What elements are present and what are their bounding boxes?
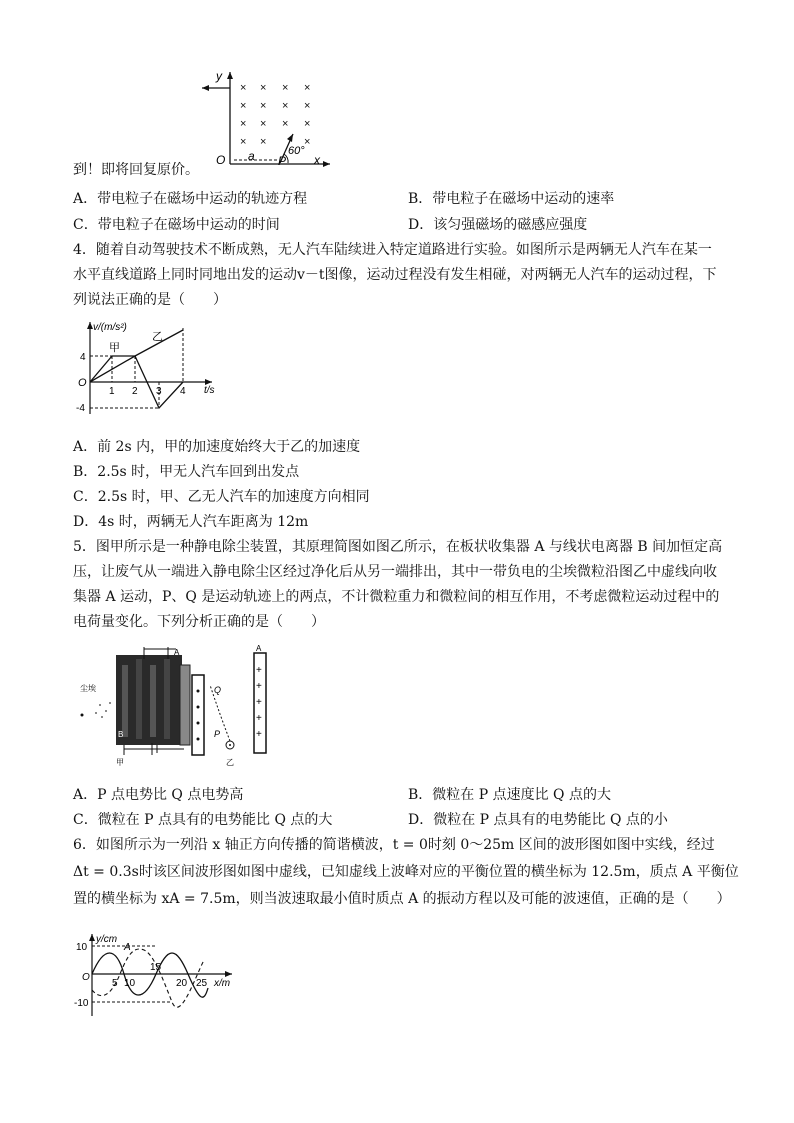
q5-plus-1: + — [256, 665, 262, 676]
q4-x-tick-1: 1 — [109, 386, 115, 397]
q4-x-axis-label: t/s — [204, 385, 215, 396]
q5-a-label-jia: A — [174, 648, 180, 657]
q4-x-tick-4: 4 — [180, 386, 186, 397]
q5-dust-label: 尘埃 — [80, 684, 96, 693]
q5-option-d: D．微粒在 P 点具有的电势能比 Q 点的小 — [408, 812, 668, 828]
q6-a-label: A — [124, 942, 131, 953]
q5-option-a: A．P 点电势比 Q 点电势高 — [73, 787, 244, 803]
q3-p-label: P — [278, 154, 287, 168]
q4-option-b: B．2.5s 时，甲无人汽车回到出发点 — [73, 464, 300, 480]
q5-stem-line4: 电荷量变化。下列分析正确的是（ ） — [73, 614, 325, 630]
q6-x-tick-25: 25 — [196, 978, 208, 989]
q6-x-axis-label: x/m — [214, 978, 231, 989]
svg-text:×: × — [304, 100, 311, 112]
q4-x-tick-2: 2 — [132, 386, 138, 397]
q5-option-c: C．微粒在 P 点具有的电势能比 Q 点的大 — [73, 812, 333, 828]
q4-y-tick-neg4: -4 — [76, 403, 85, 414]
q4-x-tick-3: 3 — [156, 386, 162, 397]
svg-text:×: × — [304, 82, 311, 94]
q3-angle-label: 60° — [288, 145, 305, 157]
q5-jia-label: 甲 — [116, 758, 124, 767]
q5-plus-2: + — [256, 681, 262, 692]
svg-text:×: × — [260, 82, 267, 94]
q5-stem-line3: 集器 A 运动，P、Q 是运动轨迹上的两点，不计微粒重力和微粒间的相互作用，不考虑微粒运动过程中的 — [73, 589, 720, 605]
q6-stem-line1: 6．如图所示为一列沿 x 轴正方向传播的简谐横波，t = 0时刻 0～25m 区间的波形图如图中实线，经过 — [73, 837, 715, 853]
q6-y-tick-10: 10 — [76, 942, 88, 953]
q3-option-d: D．该匀强磁场的磁感应强度 — [408, 217, 588, 233]
q4-stem-line1: 4．随着自动驾驶技术不断成熟，无人汽车陆续进入特定道路进行实验。如图所示是两辆无人汽车在某一 — [73, 242, 712, 258]
svg-text:×: × — [240, 136, 247, 148]
q6-x-tick-5: 5 — [112, 978, 118, 989]
q3-x-label: x — [314, 153, 320, 167]
q5-a-label-yi: A — [256, 644, 262, 653]
svg-text:×: × — [282, 118, 289, 130]
svg-text:×: × — [240, 100, 247, 112]
q3-origin-label: O — [216, 153, 226, 167]
q4-y-axis-label: v/(m/s²) — [93, 322, 127, 333]
svg-text:×: × — [304, 118, 311, 130]
q6-wave-graph — [72, 930, 242, 1020]
q5-yi-label: 乙 — [226, 758, 234, 767]
q6-y-axis-label: y/cm — [96, 934, 118, 945]
q5-q-label: Q — [214, 685, 222, 695]
svg-text:×: × — [240, 82, 247, 94]
q4-option-c: C．2.5s 时，甲、乙无人汽车的加速度方向相同 — [73, 489, 370, 505]
q3-magnetic-field-figure — [198, 68, 338, 168]
q6-stem-line3: 置的横坐标为 xA = 7.5m，则当波速取最小值时质点 A 的振动方程以及可能的波速值，正确的是（ ） — [73, 891, 731, 907]
q4-yi-label: 乙 — [152, 331, 163, 343]
q5-plus-3: + — [256, 697, 262, 708]
svg-text:×: × — [260, 100, 267, 112]
q4-option-a: A．前 2s 内，甲的加速度始终大于乙的加速度 — [73, 439, 361, 455]
q6-x-tick-20: 20 — [176, 978, 188, 989]
q5-p-label: P — [214, 729, 221, 739]
q3-option-a: A．带电粒子在磁场中运动的轨迹方程 — [73, 191, 308, 207]
svg-text:×: × — [240, 118, 247, 130]
q4-jia-label: 甲 — [109, 342, 120, 354]
q5-b-label: B — [118, 730, 124, 739]
q4-option-d: D．4s 时，两辆无人汽车距离为 12m — [73, 514, 309, 530]
q4-y-tick-4: 4 — [80, 352, 86, 363]
q5-stem-line1: 5．图甲所示是一种静电除尘装置，其原理简图如图乙所示，在板状收集器 A 与线状电离器 B 间加恒定高 — [73, 539, 723, 555]
q5-stem-line2: 压，让废气从一端进入静电除尘区经过净化后从另一端排出，其中一带负电的尘埃微粒沿图乙中虚线向收 — [73, 564, 717, 580]
q6-x-tick-15: 15 — [150, 962, 162, 973]
q5-plus-5: + — [256, 729, 262, 740]
q6-y-tick-neg10: -10 — [74, 998, 89, 1009]
q3-option-b: B．带电粒子在磁场中运动的速率 — [408, 191, 615, 207]
q3-option-c: C．带电粒子在磁场中运动的时间 — [73, 217, 280, 233]
q3-y-label: y — [216, 69, 222, 83]
svg-text:×: × — [282, 100, 289, 112]
q4-origin-label: O — [78, 377, 87, 389]
q3-tail-text: 到！即将回复原价。 — [73, 162, 199, 178]
q5-plus-4: + — [256, 713, 262, 724]
q3-a-label: a — [248, 149, 255, 163]
q6-stem-line2: Δt = 0.3s时该区间波形图如图中虚线，已知虚线上波峰对应的平衡位置的横坐标为 12.5m，质点 A 平衡位 — [73, 864, 739, 880]
svg-text:×: × — [304, 136, 311, 148]
q5-option-b: B．微粒在 P 点速度比 Q 点的大 — [408, 787, 611, 803]
q4-vt-graph — [72, 318, 222, 418]
q6-x-tick-10: 10 — [124, 978, 136, 989]
svg-text:×: × — [282, 82, 289, 94]
q4-stem-line2: 水平直线道路上同时同地出发的运动v－t图像，运动过程没有发生相碰，对两辆无人汽车的运动过程，下 — [73, 267, 717, 283]
q5-electrostatic-precipitator-figure — [72, 645, 272, 765]
svg-text:×: × — [260, 118, 267, 130]
svg-text:×: × — [260, 136, 267, 148]
q6-dashed-wave — [92, 949, 204, 1007]
q4-stem-line3: 列说法正确的是（ ） — [73, 292, 227, 308]
q6-origin-label: O — [82, 972, 90, 983]
